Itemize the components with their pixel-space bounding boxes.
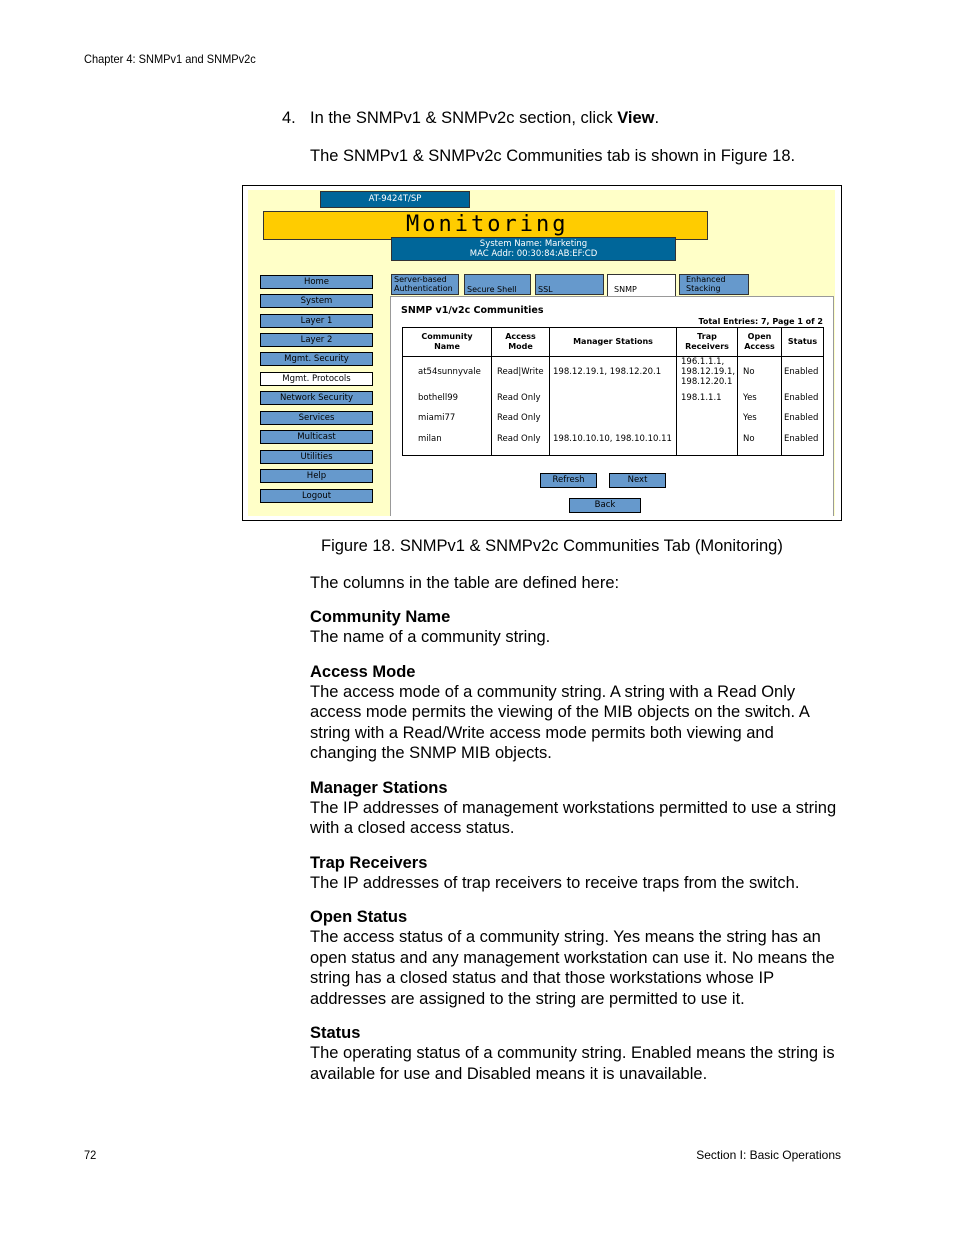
page-title: Monitoring	[406, 212, 569, 237]
col-header-line: Mode	[508, 342, 533, 351]
communities-table	[402, 327, 824, 456]
def-access-mode: The access mode of a community string. A string with a Read Only access mode permits the viewing of the MIB objects on the switch. A string with a Read/Write access mode permits both viewing and changing the SNMP MIB objects.	[310, 682, 809, 762]
section-footer: Section I: Basic Operations	[696, 1148, 841, 1162]
cell-mode: Read|Write	[497, 367, 544, 377]
cell-status: Enabled	[784, 367, 819, 377]
figure-caption: Figure 18. SNMPv1 & SNMPv2c Communities Tab (Monitoring)	[321, 537, 783, 555]
cell-mode: Read Only	[497, 413, 541, 423]
tab-label-line2: Authentication	[394, 284, 453, 293]
tab-secure-shell[interactable]	[464, 274, 531, 295]
cell-mode: Read Only	[497, 393, 541, 403]
cell-name: at54sunnyvale	[418, 367, 481, 377]
col-header-line: Receivers	[685, 342, 729, 351]
col-header-line: Access	[744, 342, 775, 351]
term-open-status: Open Status	[310, 908, 408, 926]
tab-label: SNMP	[614, 285, 637, 294]
tab-label: SSL	[538, 285, 553, 294]
step-text-before: In the SNMPv1 & SNMPv2c section, click	[310, 109, 618, 127]
nav-services[interactable]: Services	[260, 411, 373, 425]
cell-name: bothell99	[418, 393, 459, 403]
cell-managers: 198.12.19.1, 198.12.20.1	[553, 367, 662, 377]
page-number: 72	[84, 1148, 97, 1162]
nav-mgmt-security[interactable]: Mgmt. Security	[260, 352, 373, 366]
cell-status: Enabled	[784, 413, 819, 423]
col-header-open-access	[738, 329, 781, 355]
tab-label-line1: Server-based	[394, 275, 447, 284]
col-header-line: Community	[421, 332, 473, 341]
cell-name: miami77	[418, 413, 456, 423]
step-text-after: .	[654, 109, 660, 127]
back-button[interactable]: Back	[569, 498, 641, 513]
step-text	[310, 108, 659, 129]
col-header-line: Open	[747, 332, 772, 341]
nav-system[interactable]: System	[260, 294, 373, 308]
nav-utilities[interactable]: Utilities	[260, 450, 373, 464]
tab-label-line2: Stacking	[686, 284, 721, 293]
def-community-name: The name of a community string.	[310, 628, 551, 646]
def-trap-receivers: The IP addresses of trap receivers to receive traps from the switch.	[310, 873, 800, 892]
nav-home[interactable]: Home	[260, 275, 373, 289]
tab-ssl[interactable]	[535, 274, 604, 295]
def-status: The operating status of a community string. Enabled means the string is available for use and Disabled means it is unavailable.	[310, 1044, 835, 1083]
cell-traps	[681, 357, 735, 387]
model-bar: AT-9424T/SP	[320, 191, 470, 208]
web-interface	[248, 190, 835, 516]
nav-network-security[interactable]: Network Security	[260, 391, 373, 405]
col-header-line: Name	[434, 342, 460, 351]
nav-multicast[interactable]: Multicast	[260, 430, 373, 444]
cell-open: No	[743, 367, 755, 377]
cell-traps: 198.1.1.1	[681, 393, 722, 403]
trap-line: 196.1.1.1,	[681, 357, 725, 367]
cell-name: milan	[418, 434, 442, 444]
communities-panel	[390, 296, 834, 516]
col-header-managers	[550, 329, 676, 355]
cell-open: Yes	[743, 413, 757, 423]
cell-open: Yes	[743, 393, 757, 403]
cell-status: Enabled	[784, 434, 819, 444]
system-name: System Name: Marketing	[479, 239, 588, 249]
figure-screenshot	[242, 185, 842, 521]
cell-managers: 198.10.10.10, 198.10.10.11	[553, 434, 672, 444]
tab-label: Secure Shell	[467, 285, 517, 294]
intro-text: The columns in the table are defined here:	[310, 574, 620, 592]
step-number: 4.	[282, 109, 296, 127]
tab-enhanced-stacking[interactable]	[679, 274, 749, 295]
definitions-list	[310, 607, 842, 1084]
header-divider	[403, 356, 823, 357]
term-access-mode: Access Mode	[310, 662, 416, 681]
col-header-community	[403, 329, 491, 355]
def-open-status: The access status of a community string. Yes means the string has an open status and any management workstation can use it. No means the string has a closed status and that those workstations whose IP addresses are assigned to the string are permitted to use it.	[310, 928, 835, 1008]
nav-help[interactable]: Help	[260, 469, 373, 483]
cell-mode: Read Only	[497, 434, 541, 444]
nav-mgmt-protocols[interactable]: Mgmt. Protocols	[260, 372, 373, 386]
refresh-button[interactable]: Refresh	[540, 473, 597, 488]
term-community-name: Community Name	[310, 608, 451, 626]
step-result: The SNMPv1 & SNMPv2c Communities tab is shown in Figure 18.	[310, 147, 796, 165]
col-header-line: Manager Stations	[573, 337, 653, 346]
total-entries: Total Entries: 7, Page 1 of 2	[698, 317, 823, 326]
col-header-line: Access	[505, 332, 536, 341]
tab-snmp[interactable]	[607, 274, 676, 297]
nav-layer2[interactable]: Layer 2	[260, 333, 373, 347]
term-trap-receivers: Trap Receivers	[310, 853, 428, 872]
col-header-status	[782, 329, 823, 355]
nav-logout[interactable]: Logout	[260, 489, 373, 503]
trap-line: 198.12.20.1	[681, 377, 733, 387]
def-manager-stations: The IP addresses of management workstations permitted to use a string with a closed access status.	[310, 798, 837, 837]
col-header-traps	[677, 329, 737, 355]
tab-server-auth[interactable]	[391, 274, 459, 295]
system-info-bar	[391, 237, 676, 261]
chapter-header: Chapter 4: SNMPv1 and SNMPv2c	[84, 52, 256, 66]
col-header-line: Status	[787, 337, 818, 346]
mac-addr: MAC Addr: 00:30:84:AB:EF:CD	[469, 249, 598, 259]
trap-line: 198.12.19.1,	[681, 367, 736, 377]
tab-label-line1: Enhanced	[686, 275, 726, 284]
nav-layer1[interactable]: Layer 1	[260, 314, 373, 328]
cell-open: No	[743, 434, 755, 444]
step-view-bold: View	[617, 109, 655, 127]
term-status: Status	[310, 1024, 361, 1042]
cell-status: Enabled	[784, 393, 819, 403]
col-header-line: Trap	[697, 332, 717, 341]
col-header-access-mode	[492, 329, 549, 355]
panel-title: SNMP v1/v2c Communities	[401, 305, 544, 316]
next-button[interactable]: Next	[609, 473, 666, 488]
term-manager-stations: Manager Stations	[310, 778, 448, 797]
monitoring-title-bar	[263, 211, 708, 240]
